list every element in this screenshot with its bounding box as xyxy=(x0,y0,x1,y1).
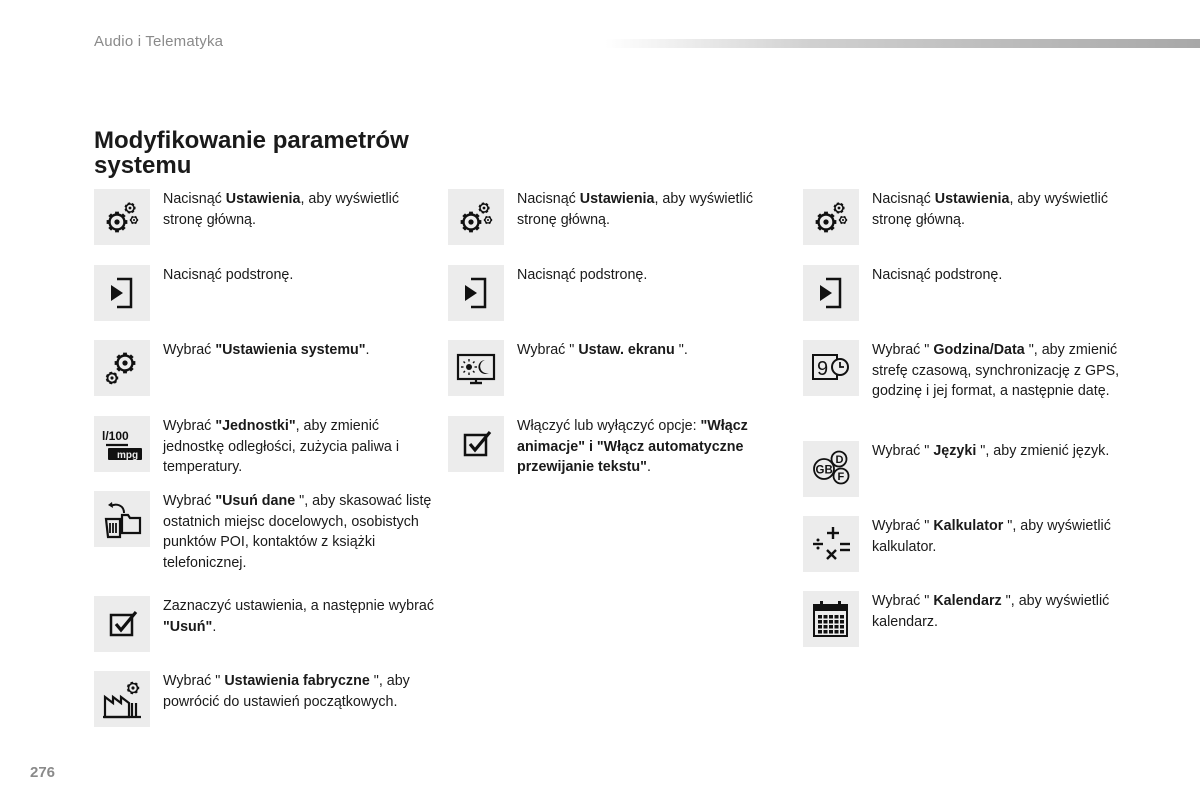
step-text-bold: "Ustawienia systemu" xyxy=(215,342,366,358)
step-text-part: Wybrać " xyxy=(872,342,934,358)
step-text xyxy=(872,265,1147,286)
step-text xyxy=(517,340,792,361)
step-text-part: Nacisnąć podstronę. xyxy=(517,267,648,283)
step-text-part: Wybrać xyxy=(163,342,216,358)
step-text-part: ", aby zmienić strefę czasową, synchronizację z GPS, godzinę i jej format, a następnie datę. xyxy=(872,342,1120,399)
step-text-bold: Godzina/Data xyxy=(933,342,1025,358)
page-number: 276 xyxy=(30,764,56,781)
step-text-bold: Ustawienia xyxy=(225,191,301,207)
time-date-icon xyxy=(803,340,859,396)
svg-text:F: F xyxy=(837,471,845,483)
step-text-bold: Kalendarz xyxy=(933,593,1002,609)
step-text-bold: Języki xyxy=(933,443,977,459)
step-text xyxy=(872,189,1147,230)
step-text-part: ", aby wyświetlić kalkulator. xyxy=(872,518,1111,555)
step-text-bold: "Usuń" xyxy=(163,618,213,635)
header-decorative-bar xyxy=(605,39,1200,48)
step-text-part: Wybrać xyxy=(163,418,216,434)
section-header: Audio i Telematyka xyxy=(94,33,224,50)
languages-icon xyxy=(803,441,859,497)
step-text-part: Zaznaczyć ustawienia, a następnie wybrać xyxy=(163,598,434,614)
step-text-bold: "Włącz animacje" i "Włącz automatyczne przewijanie tekstu" xyxy=(517,418,748,475)
step-text-bold: Ustawienia xyxy=(934,191,1010,207)
screen-settings-icon xyxy=(448,340,504,396)
step-text xyxy=(872,340,1147,402)
step-text-part: , aby wyświetlić stronę główną. xyxy=(872,191,1108,228)
system-settings-gears-icon xyxy=(94,340,150,396)
step-text xyxy=(517,189,792,230)
step-text-part: ", aby wyświetlić kalendarz. xyxy=(872,593,1110,630)
step-text-part: , aby wyświetlić stronę główną. xyxy=(163,191,399,228)
svg-text:mpg: mpg xyxy=(117,450,139,461)
step-text-part: Wybrać " xyxy=(872,518,934,534)
svg-text:GB: GB xyxy=(815,464,833,477)
step-text-part: Nacisnąć podstronę. xyxy=(163,267,294,283)
step-text-bold: "Usuń dane xyxy=(215,493,296,509)
svg-text:D: D xyxy=(835,454,844,466)
svg-text:l/100: l/100 xyxy=(102,429,129,443)
step-text-part: . xyxy=(365,342,370,358)
step-text-bold: Ustaw. ekranu xyxy=(578,342,675,358)
step-text-part: . xyxy=(212,618,217,635)
step-text-part: ", aby skasować listę ostatnich miejsc docelowych, osobistych punktów POI, kontaktów z książki telefonicznej. xyxy=(163,493,432,571)
step-text xyxy=(163,265,438,286)
step-text xyxy=(163,596,438,637)
settings-gears-icon xyxy=(448,189,504,245)
step-text-part: . xyxy=(646,459,651,475)
step-text xyxy=(517,416,792,478)
calendar-icon xyxy=(803,591,859,647)
step-text-part: Wybrać " xyxy=(872,443,934,459)
step-text-part: , aby wyświetlić stronę główną. xyxy=(517,191,753,228)
step-text-part: Włączyć lub wyłączyć opcje: xyxy=(517,418,701,434)
step-text xyxy=(163,491,438,573)
step-text-part: Wybrać " xyxy=(163,673,225,689)
step-text xyxy=(163,189,438,230)
factory-settings-icon xyxy=(94,671,150,727)
step-text-bold: Ustawienia fabryczne xyxy=(224,673,370,689)
step-text xyxy=(872,591,1147,632)
step-text-part: Wybrać xyxy=(163,493,216,509)
units-l100-mpg-icon xyxy=(94,416,150,472)
step-text xyxy=(163,340,438,361)
step-text-part: ", aby powrócić do ustawień początkowych. xyxy=(163,673,410,710)
step-text-part: Nacisnąć podstronę. xyxy=(872,267,1003,283)
step-text xyxy=(163,416,438,478)
step-text xyxy=(163,671,438,712)
step-text-part: Wybrać " xyxy=(872,593,934,609)
submenu-enter-icon xyxy=(448,265,504,321)
step-text-part: ", aby zmienić język. xyxy=(976,443,1110,459)
step-text xyxy=(517,265,792,286)
settings-gears-icon xyxy=(94,189,150,245)
submenu-enter-icon xyxy=(94,265,150,321)
svg-text:9: 9 xyxy=(817,358,829,380)
step-text xyxy=(872,516,1147,557)
step-text xyxy=(872,441,1147,462)
page-title: Modyfikowanie parametrów systemu xyxy=(94,127,409,179)
step-text-part: Nacisnąć xyxy=(163,191,226,207)
step-text-bold: Kalkulator xyxy=(933,518,1004,534)
step-text-part: , aby zmienić jednostkę odległości, zużycia paliwa i temperatury. xyxy=(163,418,400,475)
calculator-icon xyxy=(803,516,859,572)
step-text-part: Wybrać " xyxy=(517,342,579,358)
step-text-part: Nacisnąć xyxy=(517,191,580,207)
step-text-bold: Ustawienia xyxy=(579,191,655,207)
submenu-enter-icon xyxy=(803,265,859,321)
checkbox-icon xyxy=(448,416,504,472)
delete-data-icon xyxy=(94,491,150,547)
checkbox-icon xyxy=(94,596,150,652)
settings-gears-icon xyxy=(803,189,859,245)
step-text-part: ". xyxy=(674,342,688,358)
step-text-bold: "Jednostki" xyxy=(215,418,296,434)
step-text-part: Nacisnąć xyxy=(872,191,935,207)
